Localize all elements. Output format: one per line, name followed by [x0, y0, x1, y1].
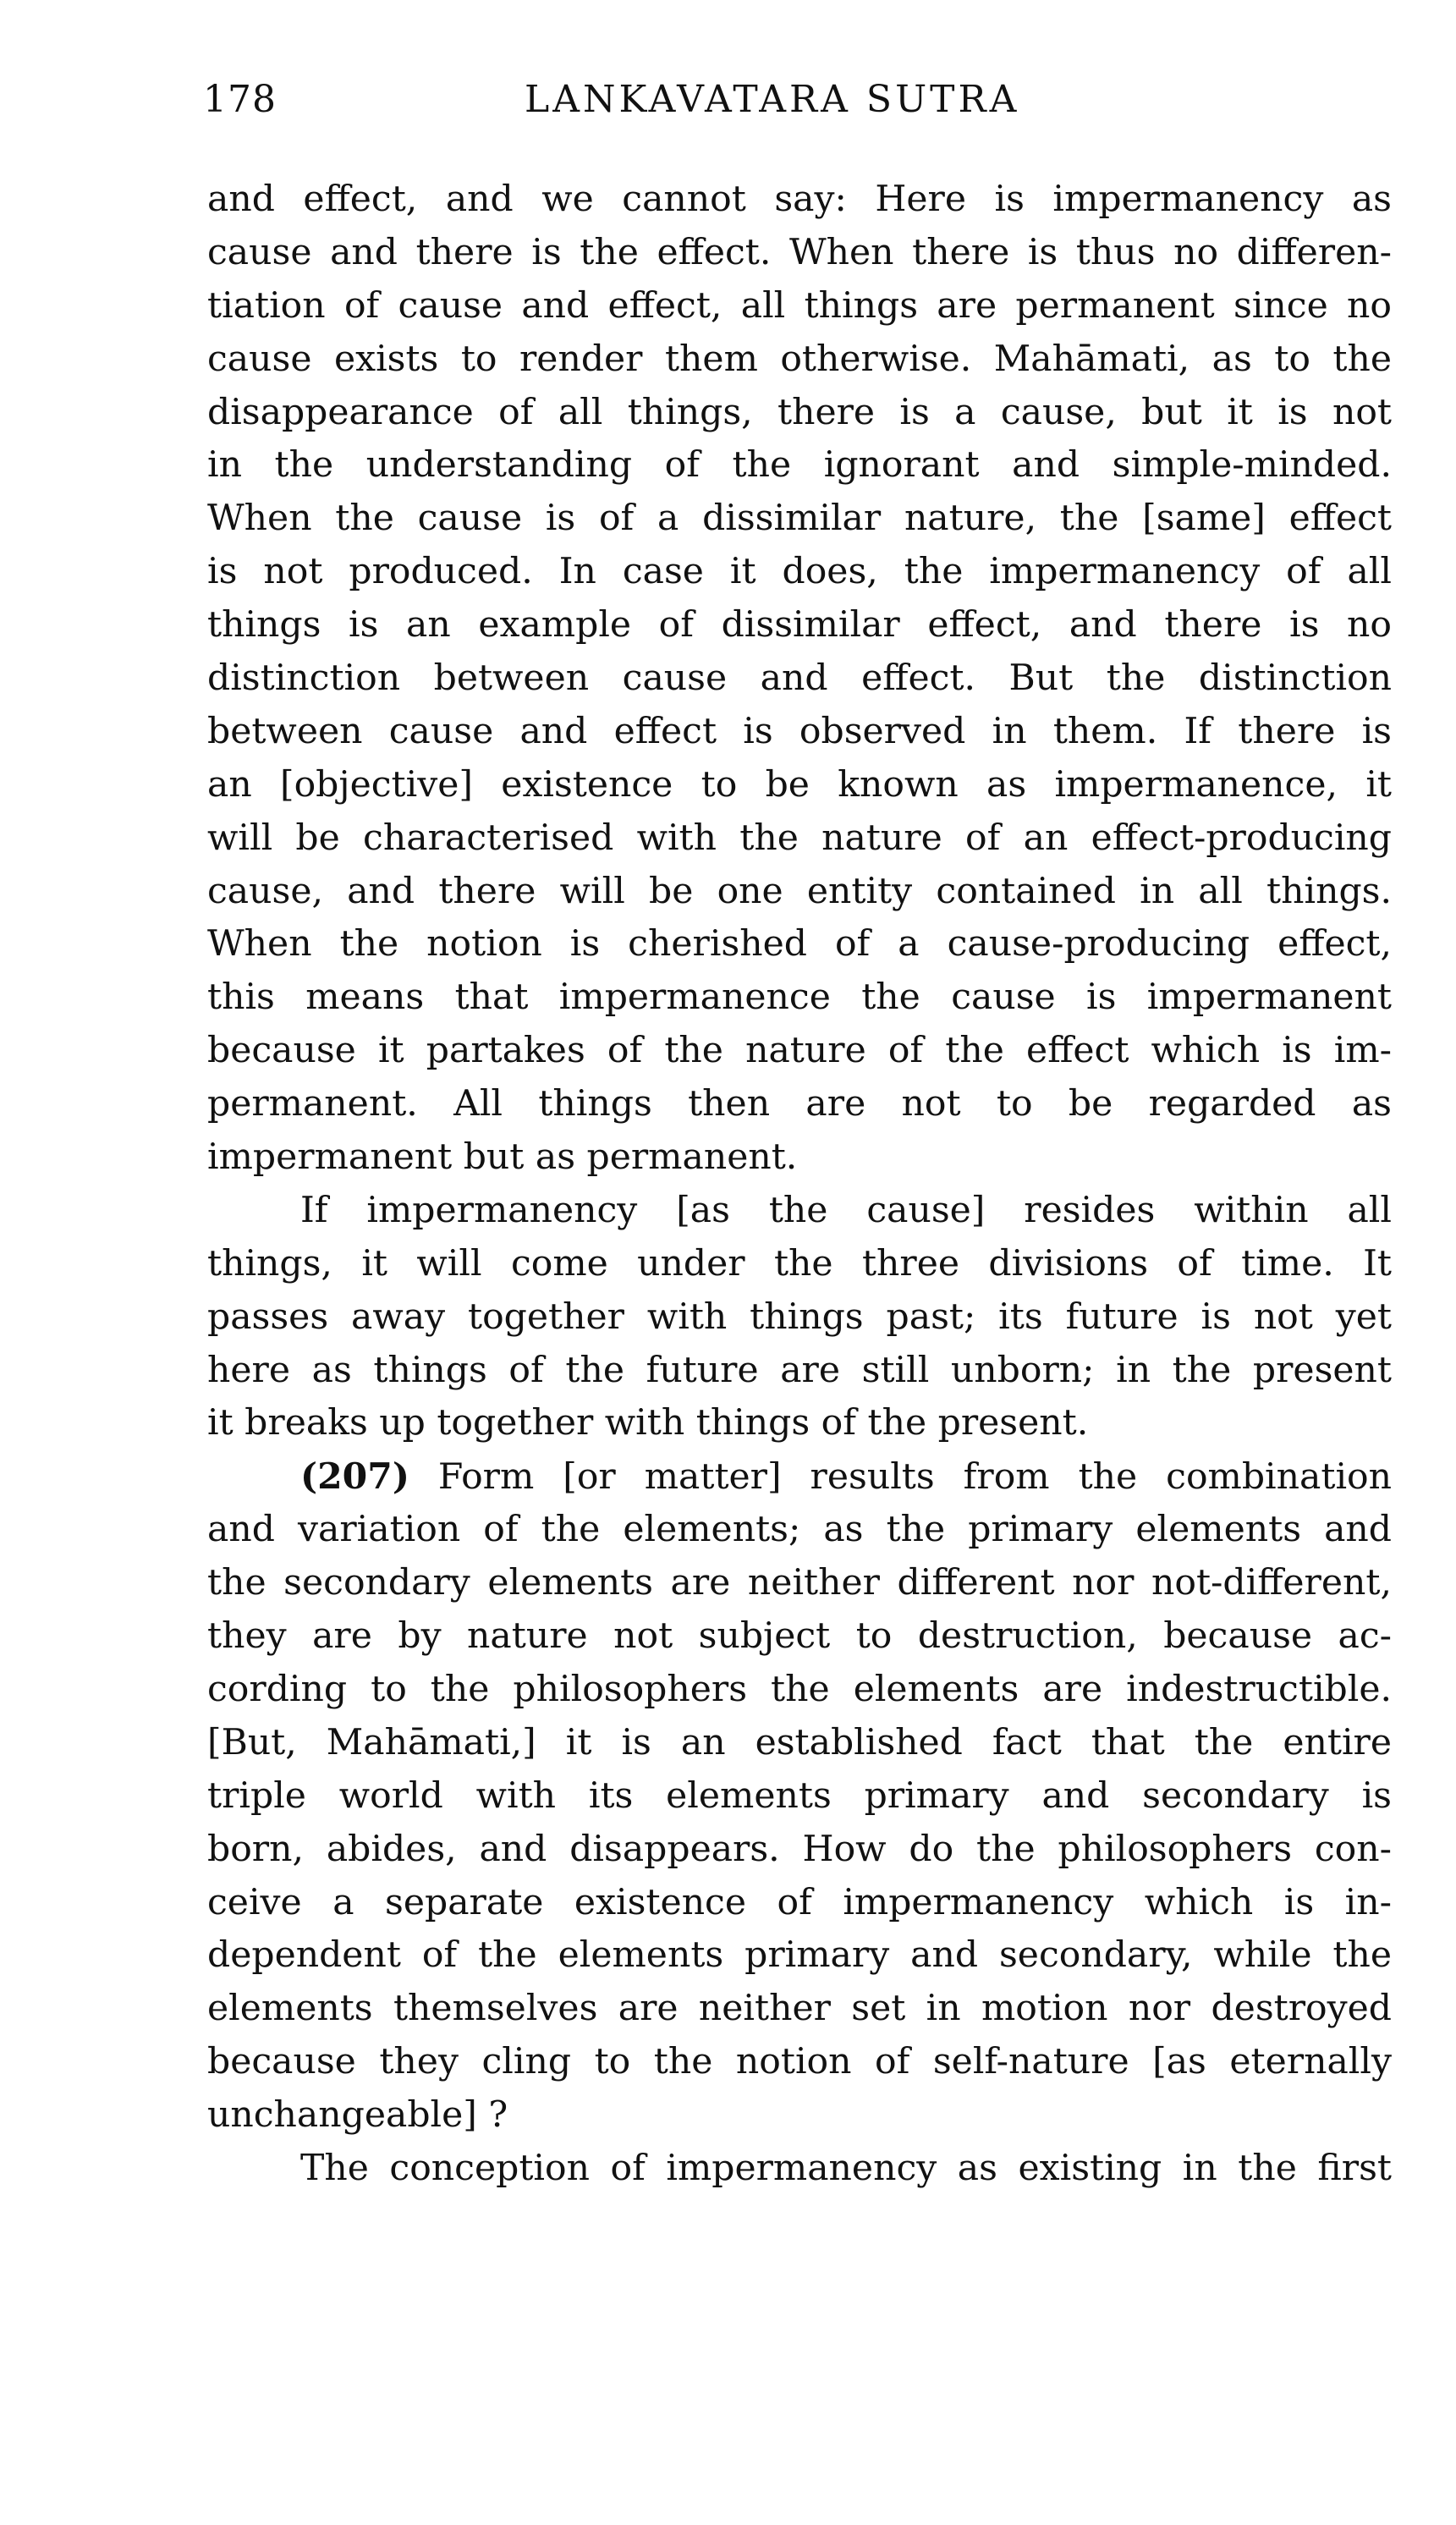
text-line: the secondary elements are neither different nor not-different,: [207, 1562, 1392, 1604]
text-line: passes away together with things past; its future is not yet: [207, 1296, 1392, 1338]
text-line: an [objective] existence to be known as impermanence, it: [207, 763, 1392, 806]
text-line: things is an example of dissimilar effect, and there is no: [207, 604, 1392, 646]
text-line: and variation of the elements; as the primary elements and: [207, 1509, 1392, 1551]
text-line: elements themselves are neither set in motion nor destroyed: [207, 1988, 1392, 2030]
text-line: disappearance of all things, there is a cause, but it is not: [207, 391, 1392, 433]
text-line: is not produced. In case it does, the impermanency of all: [207, 551, 1392, 593]
text-line: cause, and there will be one entity contained in all things.: [207, 870, 1392, 912]
text-line: When the notion is cherished of a cause-producing effect,: [207, 923, 1392, 965]
text-line: unchangeable] ?: [207, 2094, 508, 2137]
text-line: things, it will come under the three divisions of time. It: [207, 1242, 1392, 1285]
text-line: cause exists to render them otherwise. Mahāmati, as to the: [207, 338, 1392, 380]
paragraph-4: [207, 2143, 1392, 2196]
text-line: [207, 1450, 1392, 1504]
text-line: between cause and effect is observed in them. If there is: [207, 710, 1392, 752]
text-line: impermanent but as permanent.: [207, 1136, 798, 1179]
text-line: they are by nature not subject to destruction, because ac-: [207, 1615, 1392, 1658]
text-line: ceive a separate existence of impermanency which is in-: [207, 1881, 1392, 1923]
text-line: The conception of impermanency as existing in the first: [300, 2147, 1392, 2189]
text-line: in the understanding of the ignorant and simple-minded.: [207, 444, 1392, 487]
text-line: tiation of cause and effect, all things are permanent since no: [207, 284, 1392, 327]
text-line: here as things of the future are still unborn; in the present: [207, 1349, 1392, 1391]
text-line: will be characterised with the nature of an effect-producing: [207, 817, 1392, 859]
text-line: If impermanency [as the cause] resides within all: [300, 1189, 1392, 1231]
section-number: (207): [300, 1455, 409, 1499]
text-line: triple world with its elements primary and secondary is: [207, 1774, 1392, 1817]
text-line: permanent. All things then are not to be regarded as: [207, 1083, 1392, 1125]
body-text: [207, 173, 1392, 2196]
page-number: 178: [203, 78, 277, 121]
text-line: this means that impermanence the cause is impermanent: [207, 976, 1392, 1019]
text-line: When the cause is of a dissimilar nature, the [same] effect: [207, 498, 1392, 540]
text-line: born, abides, and disappears. How do the philosophers con-: [207, 1828, 1392, 1870]
paragraph-1: [207, 173, 1392, 1185]
text-line: cause and there is the effect. When there is thus no differen-: [207, 231, 1392, 273]
text-line: it breaks up together with things of the present.: [207, 1402, 1089, 1444]
text-line: distinction between cause and effect. But the distinction: [207, 657, 1392, 700]
text-line: [But, Mahāmati,] it is an established fact that the entire: [207, 1721, 1392, 1763]
running-head: LANKAVATARA SUTRA: [525, 78, 1020, 121]
paragraph-3: [207, 1450, 1392, 2143]
text-line: because they cling to the notion of self-nature [as eternally: [207, 2041, 1392, 2083]
text-line: and effect, and we cannot say: Here is impermanency as: [207, 179, 1392, 220]
text-line: cording to the philosophers the elements are indestructible.: [207, 1668, 1392, 1710]
page-header: [203, 78, 1391, 137]
text-line: because it partakes of the nature of the effect which is im-: [207, 1030, 1392, 1072]
text-line: dependent of the elements primary and secondary, while the: [207, 1934, 1392, 1977]
paragraph-2: [207, 1185, 1392, 1450]
text-line-rest: Form [or matter] results from the combination: [409, 1456, 1392, 1499]
